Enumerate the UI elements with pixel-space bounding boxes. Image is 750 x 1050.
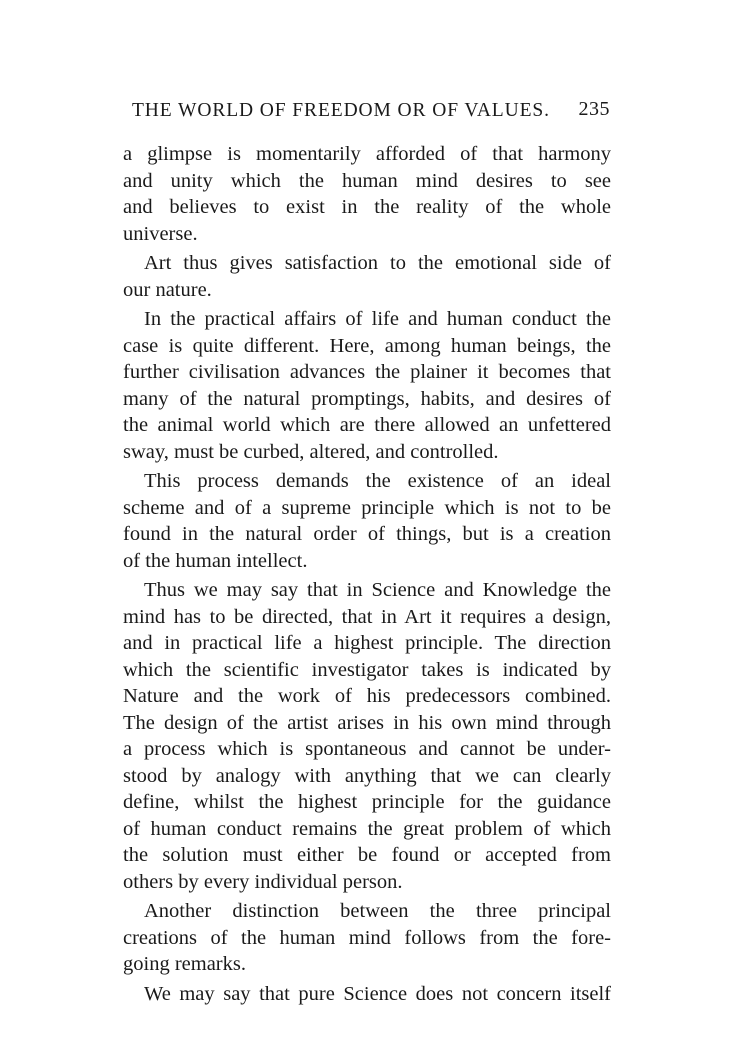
text-line: a process which is spontaneous and cannot be under- [123,738,611,760]
text-line: mind has to be directed, that in Art it requires a design, [123,605,611,628]
text-line: universe. [123,222,198,245]
text-line: and unity which the human mind desires to see [123,169,611,192]
text-line: the solution must either be found or accepted from [123,844,611,866]
text-line: Thus we may say that in Science and Knowledge the [144,579,611,601]
text-line: found in the natural order of things, but is a creation [123,523,611,545]
text-line: Nature and the work of his predecessors combined. [123,685,611,707]
text-line: of the human intellect. [123,549,308,572]
text-line: This process demands the existence of an ideal [144,470,611,492]
text-line: We may say that pure Science does not concern itself [144,982,611,1005]
text-line: a glimpse is momentarily afforded of that harmony [123,143,611,165]
running-head [130,98,610,128]
text-line: of human conduct remains the great problem of which [123,817,611,840]
text-line: case is quite different. Here, among human beings, the [123,334,611,357]
text-line: Art thus gives satisfaction to the emotional side of [144,252,611,274]
text-line: The design of the artist arises in his own mind through [123,711,611,734]
text-line: creations of the human mind follows from the fore- [123,926,611,949]
text-line: In the practical affairs of life and human conduct the [144,308,611,330]
text-line: scheme and of a supreme principle which is not to be [123,496,611,519]
text-line: which the scientific investigator takes is indicated by [123,658,611,681]
text-line: our nature. [123,278,212,301]
text-line: going remarks. [123,953,246,975]
page-number: 235 [578,98,610,120]
text-line: and believes to exist in the reality of the whole [123,196,611,218]
text-line: the animal world which are there allowed an unfettered [123,414,611,436]
text-line: many of the natural promptings, habits, and desires of [123,387,611,410]
text-line: sway, must be curbed, altered, and controlled. [123,440,499,463]
text-line: and in practical life a highest principle. The direction [123,632,611,654]
text-line: stood by analogy with anything that we can clearly [123,764,611,787]
text-line: further civilisation advances the plainer it becomes that [123,361,611,383]
running-title: THE WORLD OF FREEDOM OR OF VALUES. [132,100,550,121]
text-line: define, whilst the highest principle for the guidance [123,791,611,813]
text-line: others by every individual person. [123,870,403,893]
text-line: Another distinction between the three principal [144,900,611,922]
body-text [123,141,611,1007]
